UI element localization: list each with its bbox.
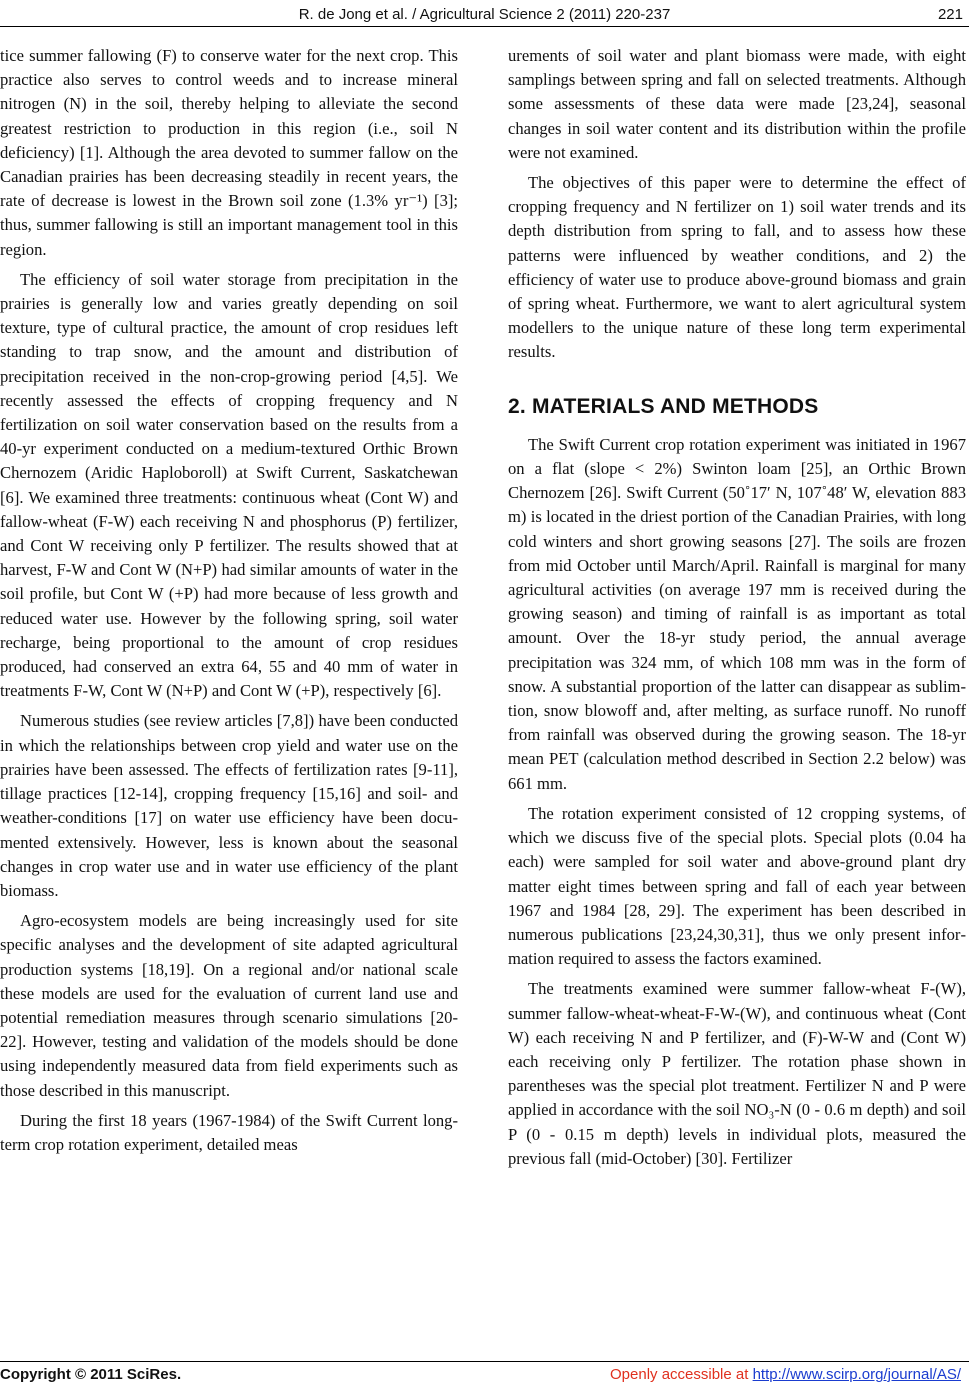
- open-access-notice: [610, 1366, 961, 1383]
- paragraph: urements of soil water and plant biomass were made, with eight samplings between spring and fall on selected treatments. Although some assessments of these data were made [23,24], seasonal changes in soil water content and its distribution within the profile were not examined.: [508, 46, 966, 162]
- paragraph: The treatments examined were summer fallow-wheat F-(W), summer fallow-wheat-wheat-F-W-(W), and continuous wheat (Cont W) each receiving N and P fertilizer, and (F)-W-W and (Cont W) each receiving only P fertilizer. The rotation phase shown in parentheses was the special plot treatment. Fertilizer N and P were applied in accordance with the soil NO₃-N (0 - 0.6 m depth) and soil P (0 - 0.15 m depth) levels in individual plots, measured the previous fall (mid-October) [30]. Fertilizer: [508, 979, 966, 1168]
- header-rule: [0, 26, 969, 27]
- journal-link[interactable]: http://www.scirp.org/journal/AS/: [752, 1366, 961, 1383]
- paragraph: The Swift Current crop rotation experiment was initiated in 1967 on a flat (slope < 2%) Swinton loam [25], an Orthic Brown Chernozem [26]. Swift Current (50˚17′ N, 107˚48′ W, elevation 883 m) is located in the driest portion of the Canadian Prairies, with long cold winters and short growing seasons [27]. The soils are frozen from mid October until March/April. Rainfall is marginal for many agricultural activities (on average 197 mm is received during the growing season) and timing of rainfall is as important as total amount. Over the 18-yr study period, the annual average precipitation was 324 mm, of which 108 mm was in the form of snow. A substantial proportion of the latter can disappear as sublimtion, snow blowoff and, after melting, as surface runoff. No runoff from rainfall was observed during the growing season. The 18-yr mean PET (calculation method described in Section 2.2 below) was 661 mm.: [508, 434, 966, 793]
- running-header: [0, 4, 969, 26]
- paragraph: The efficiency of soil water storage from precipitation in the prairies is generally low and varies greatly depending on soil texture, type of cultural practice, the amount of crop residues left standing to trap snow, and the amount and distribution of precipitation received in the non-crop-growing period [4,5]. We recently assessed the effects of cropping frequency and N fertilization on soil water conservation based on the results from a 40-yr experiment conducted on a medium-textured Orthic Brown Chernozem (Aridic Haploboroll) at Swift Current, Saskatchewan [6]. We examined three treatments: continuous wheat (Cont W) and fallow-wheat (F-W) each receiving N and phosphorus (P) fertilizer, and Cont W receiving only P fertilizer. The results showed that at harvest, F-W and Cont W (N+P) had similar amounts of water in the soil profile, but Cont W (+P) had more because of less growth and reduced water use. However by the following spring, soil water recharge, being proportional to the amount of crop residues produced, had conserved an extra 64, 55 and 40 mm of water in treatments F-W, Cont W (N+P) and Cont W (+P), respectively [6].: [0, 269, 458, 701]
- right-column: [508, 44, 966, 1177]
- paragraph: During the first 18 years (1967-1984) of the Swift Current long-term crop rotation experiment, detailed meas: [0, 1110, 458, 1154]
- running-title: R. de Jong et al. / Agricultural Science 2 (2011) 220-237: [298, 6, 671, 23]
- paragraph: The rotation experiment consisted of 12 cropping systems, of which we discuss five of the special plots. Special plots (0.04 ha each) were sampled for soil water and above-ground plant dry matter eight times between spring and fall of each year between 1967 and 1984 [28, 29]. The experiment has been described in numerous publications [23,24,30,31], thus we only present information required to assess the factors examined.: [508, 803, 966, 969]
- page-number: 221: [937, 6, 963, 23]
- open-access-label: Openly accessible at: [610, 1366, 753, 1383]
- copyright-notice: Copyright © 2011 SciRes.: [0, 1366, 182, 1383]
- paragraph: Agro-ecosystem models are being increasingly used for site specific analyses and the development of site adapted agricultural production systems [18,19]. On a regional and/or national scale these models are used for the evaluation of current land use and potential remediation measures through scenario simulations [20-22]. However, testing and validation of the models should be done using independently measured data from field experiments such as those described in this manuscript.: [0, 911, 458, 1100]
- paragraph: tice summer fallowing (F) to conserve water for the next crop. This practice also serves to control weeds and to increase mineral nitrogen (N) in the soil, thereby helping to alleviate the second greatest restriction to production in this region (i.e., soil N deficiency) [1]. Although the area devoted to summer fallow on the Canadian prairies has been decreasing steadily in recent years, the rate of decrease is lowest in the Brown soil zone (1.3% yr⁻¹) [3]; thus, summer fallowing is still an important management tool in this region.: [0, 46, 458, 259]
- paragraph: Numerous studies (see review articles [7,8]) have been conducted in which the relationships between crop yield and water use on the prairies have been assessed. The effects of fertilization rates [9-11], tillage practices [12-14], cropping frequency [15,16] and soil- and weather-conditions [17] on water use efficiency have been documented extensively. However, less is known about the seasonal changes in crop water use and in water use efficiency of the plant biomass.: [0, 711, 458, 900]
- paragraph: The objectives of this paper were to determine the effect of cropping frequency and N fertilizer on 1) soil water trends and its depth distribution from spring to fall, and to assess how these patterns were influenced by weather conditions, and 2) the efficiency of water use to produce above-ground biomass and grain of spring wheat. Furthermore, we want to alert agricultural system modellers to the unique nature of these long term experimental results.: [508, 173, 966, 362]
- footer-rule: [0, 1361, 969, 1362]
- section-heading: 2. MATERIALS AND METHODS: [508, 394, 819, 418]
- page-footer: [0, 1366, 969, 1386]
- left-column: [0, 44, 458, 1163]
